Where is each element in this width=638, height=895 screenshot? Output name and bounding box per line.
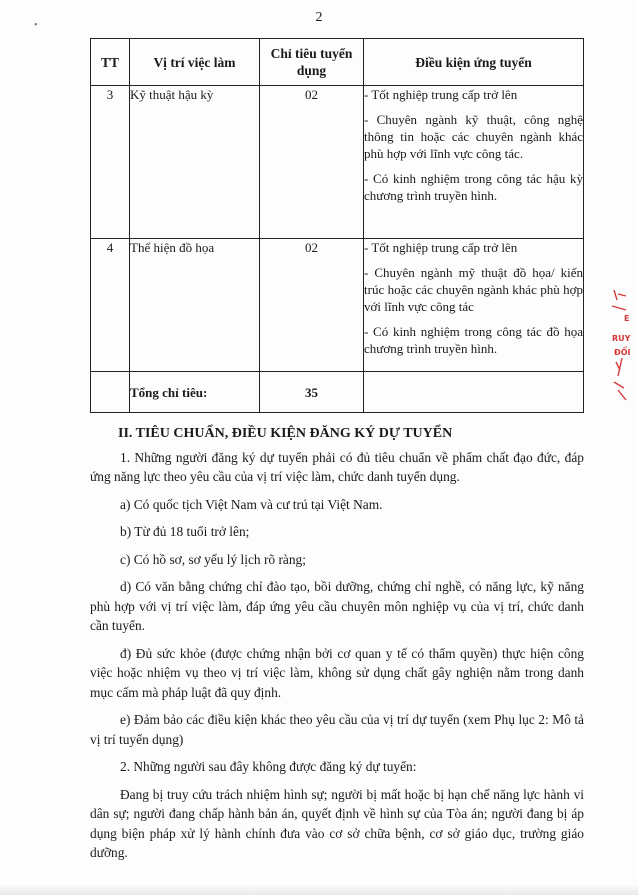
condition-item: - Tốt nghiệp trung cấp trở lên: [364, 87, 518, 102]
row-conditions: [364, 239, 584, 372]
condition-item: - Tốt nghiệp trung cấp trở lên: [364, 240, 518, 255]
row-position: Kỹ thuật hậu kỳ: [130, 86, 260, 239]
stamp-text: ĐỔI: [614, 348, 631, 357]
header-quota: Chỉ tiêu tuyển dụng: [260, 39, 364, 86]
condition-item: - Chuyên ngành kỹ thuật, công nghệ thông tin hoặc các chuyên ngành khác phù hợp với lĩnh vực công tác.: [364, 112, 583, 161]
total-label: Tổng chỉ tiêu:: [130, 372, 260, 413]
paragraph: a) Có quốc tịch Việt Nam và cư trú tại Việt Nam.: [120, 496, 383, 512]
stamp-text: E: [624, 314, 630, 323]
header-position: Vị trí việc làm: [130, 39, 260, 86]
header-tt: TT: [91, 39, 130, 86]
paragraph: b) Từ đủ 18 tuổi trở lên;: [120, 524, 250, 539]
condition-item: - Có kinh nghiệm trong công tác đồ họa chương trình truyền hình.: [364, 324, 583, 356]
total-value: 35: [260, 372, 364, 413]
row-position: Thể hiện đồ họa: [130, 239, 260, 372]
recruitment-table: [90, 38, 584, 413]
table-header-row: [91, 39, 584, 86]
stamp-text: RUY: [612, 334, 631, 343]
paragraph: Đang bị truy cứu trách nhiệm hình sự; người bị mất hoặc bị hạn chế năng lực hành vi dân sự; người đang chấp hành bản án, quyết định về hình sự của Tòa án; người đang bị áp dụng biện pháp xử lý hành chính đưa vào cơ sở chữa bệnh, cơ sở giáo dục, trường giáo dưỡng.: [90, 786, 584, 860]
paragraph: 2. Những người sau đây không được đăng ký dự tuyển:: [120, 759, 417, 774]
header-conditions: Điều kiện ứng tuyển: [364, 39, 584, 86]
dot-mark: •: [34, 20, 38, 31]
paragraph: d) Có văn bằng chứng chỉ đào tạo, bồi dưỡng, chứng chỉ nghề, có năng lực, kỹ năng phù hợp với vị trí việc làm, đáp ứng yêu cầu chuyên môn nghiệp vụ của vị trí, chức danh cần tuyển.: [90, 579, 584, 633]
paragraph: c) Có hồ sơ, sơ yếu lý lịch rõ ràng;: [120, 551, 306, 567]
condition-item: - Chuyên ngành mỹ thuật đồ họa/ kiến trúc hoặc các chuyên ngành khác phù hợp với lĩnh vực công tác: [364, 265, 583, 314]
condition-item: - Có kinh nghiệm trong công tác hậu kỳ chương trình truyền hình.: [364, 171, 583, 203]
total-empty-cell: [364, 372, 584, 413]
row-number: 3: [91, 86, 130, 239]
row-quota: 02: [260, 86, 364, 239]
page-number: 2: [315, 10, 323, 25]
table-row: [91, 86, 584, 239]
paragraph: đ) Đủ sức khỏe (được chứng nhận bởi cơ quan y tế có thẩm quyền) thực hiện công việc hoặc nhiệm vụ theo vị trí việc làm, không sử dụng chất gây nghiện nằm trong danh mục cấm mà pháp luật đã quy định.: [90, 645, 584, 700]
page-edge: [0, 883, 638, 895]
paragraph: e) Đảm bảo các điều kiện khác theo yêu cầu của vị trí dự tuyển (xem Phụ lục 2: Mô tả vị trí tuyển dụng): [90, 712, 584, 747]
table-total-row: [91, 372, 584, 413]
section-heading: II. TIÊU CHUẨN, ĐIỀU KIỆN ĐĂNG KÝ DỰ TUYỂN: [118, 426, 453, 441]
row-quota: 02: [260, 239, 364, 372]
row-conditions: [364, 86, 584, 239]
row-number: 4: [91, 239, 130, 372]
section-body: [90, 424, 584, 871]
stamp-strokes: [606, 284, 636, 404]
paragraph: 1. Những người đăng ký dự tuyển phải có đủ tiêu chuẩn về phẩm chất đạo đức, đáp ứng năng lực theo yêu cầu của vị trí việc làm, chức danh tuyển dụng.: [90, 449, 584, 484]
margin-stamp: [606, 284, 636, 404]
table-row: [91, 239, 584, 372]
total-empty-cell: [91, 372, 130, 413]
